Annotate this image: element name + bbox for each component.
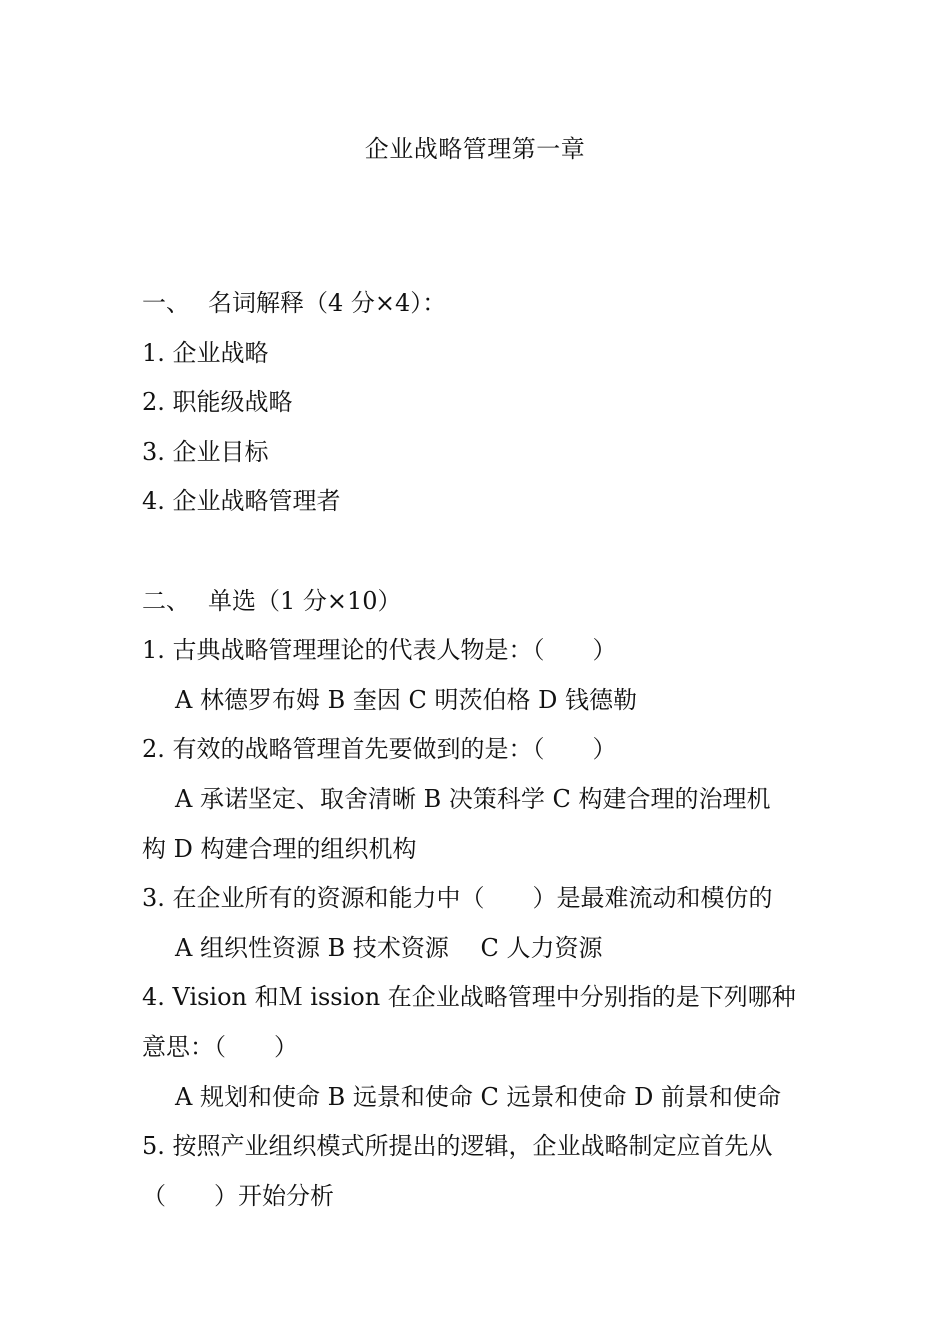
document-title: 企业战略管理第一章: [364, 135, 586, 163]
section-1-title: 名词解释（4 分×4）：: [208, 289, 447, 317]
question-2-options-continued: 构 D 构建合理的组织机构: [142, 834, 417, 863]
question-4-options: A 规划和使命 B 远景和使命 C 远景和使命 D 前景和使命: [175, 1082, 781, 1111]
question-4-continued: 意思：（ ）: [142, 1032, 298, 1061]
section-1-heading: [142, 279, 814, 329]
question-1-options: A 林德罗布姆 B 奎因 C 明茨伯格 D 钱德勒: [175, 685, 637, 714]
blank-line: [142, 527, 814, 577]
question-5-continued: （ ）开始分析: [142, 1181, 334, 1210]
question-4: 4. Vision 和Ｍ ission 在企业战略管理中分别指的是下列哪种: [142, 983, 796, 1012]
term-item: 3. 企业目标: [142, 437, 269, 466]
question-2: 2. 有效的战略管理首先要做到的是：（ ）: [142, 735, 617, 764]
document-body: [142, 279, 814, 1221]
section-2-number: 二、: [142, 586, 190, 615]
question-2-options: A 承诺坚定、取舍清晰 B 决策科学 C 构建合理的治理机: [175, 784, 771, 813]
term-item: 4. 企业战略管理者: [142, 487, 341, 516]
term-item: 1. 企业战略: [142, 338, 269, 367]
question-1: 1. 古典战略管理理论的代表人物是：（ ）: [142, 636, 617, 665]
question-3: 3. 在企业所有的资源和能力中（ ）是最难流动和模仿的: [142, 884, 773, 913]
section-2-heading: [142, 577, 814, 627]
question-3-options: A 组织性资源 B 技术资源 C 人力资源: [175, 933, 603, 962]
question-5: 5. 按照产业组织模式所提出的逻辑，企业战略制定应首先从: [142, 1132, 773, 1161]
term-item: 2. 职能级战略: [142, 388, 293, 417]
section-2-title: 单选（1 分×10）: [208, 586, 402, 615]
section-1-number: 一、: [142, 289, 190, 317]
